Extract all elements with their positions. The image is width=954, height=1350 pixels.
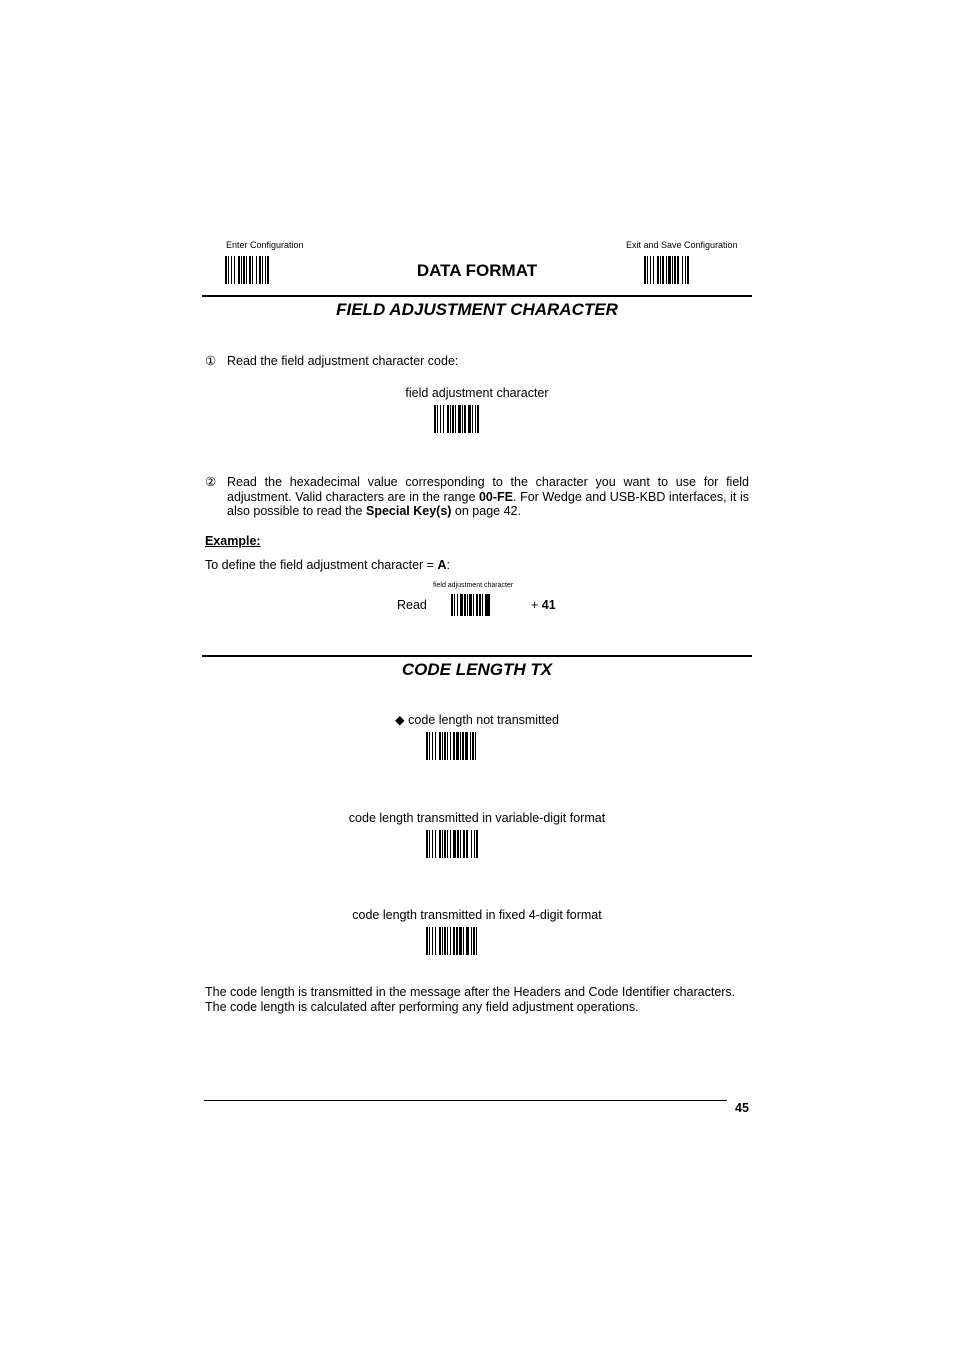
example-text: To define the field adjustment character = A: [205,558,450,572]
note-line-1: The code length is transmitted in the message after the Headers and Code Identifier characters. [205,985,736,999]
option-not-transmitted-label: ◆ code length not transmitted [395,713,559,727]
page-title: DATA FORMAT [416,261,538,280]
example-field-adjustment-barcode[interactable] [451,594,490,616]
section-divider [202,655,752,657]
example-read-label: Read [397,598,427,612]
exit-save-configuration-barcode[interactable] [644,256,689,284]
code-length-fixed-4-digit-barcode[interactable] [426,927,479,955]
option-variable-digit-label: code length transmitted in variable-digit format [348,811,606,825]
step-2-marker: ② [205,475,217,489]
default-diamond-icon: ◆ [395,713,405,727]
option-fixed-4-digit-label: code length transmitted in fixed 4-digit format [352,908,602,922]
footer-divider [204,1100,727,1101]
example-label: Example: [205,534,261,548]
enter-configuration-label: Enter Configuration [226,240,304,250]
step-1-text: Read the field adjustment character code: [227,354,459,368]
note-line-2: The code length is calculated after performing any field adjustment operations. [205,1000,639,1014]
exit-save-configuration-label: Exit and Save Configuration [626,240,738,250]
example-plus-value: + 41 [531,598,556,612]
step-1-marker: ① [205,354,217,368]
page-number: 45 [735,1101,749,1115]
example-barcode-small-label: field adjustment character [433,582,514,589]
step-2-text: Read the hexadecimal value corresponding to the character you want to use for field adjustment. Valid characters are in the range 00-FE. For Wedge and USB-KBD interfaces, it is also possible to read the Special Key(s) on page 42. [227,475,749,518]
code-length-not-transmitted-barcode[interactable] [426,732,478,760]
section-heading-code-length: CODE LENGTH TX [401,660,553,679]
code-length-variable-digit-barcode[interactable] [426,830,478,858]
enter-configuration-barcode[interactable] [225,256,269,284]
section-heading-field-adjustment: FIELD ADJUSTMENT CHARACTER [336,300,618,319]
field-adjustment-barcode-label: field adjustment character [405,386,549,400]
field-adjustment-character-barcode[interactable] [434,405,479,433]
header-divider [202,295,752,297]
